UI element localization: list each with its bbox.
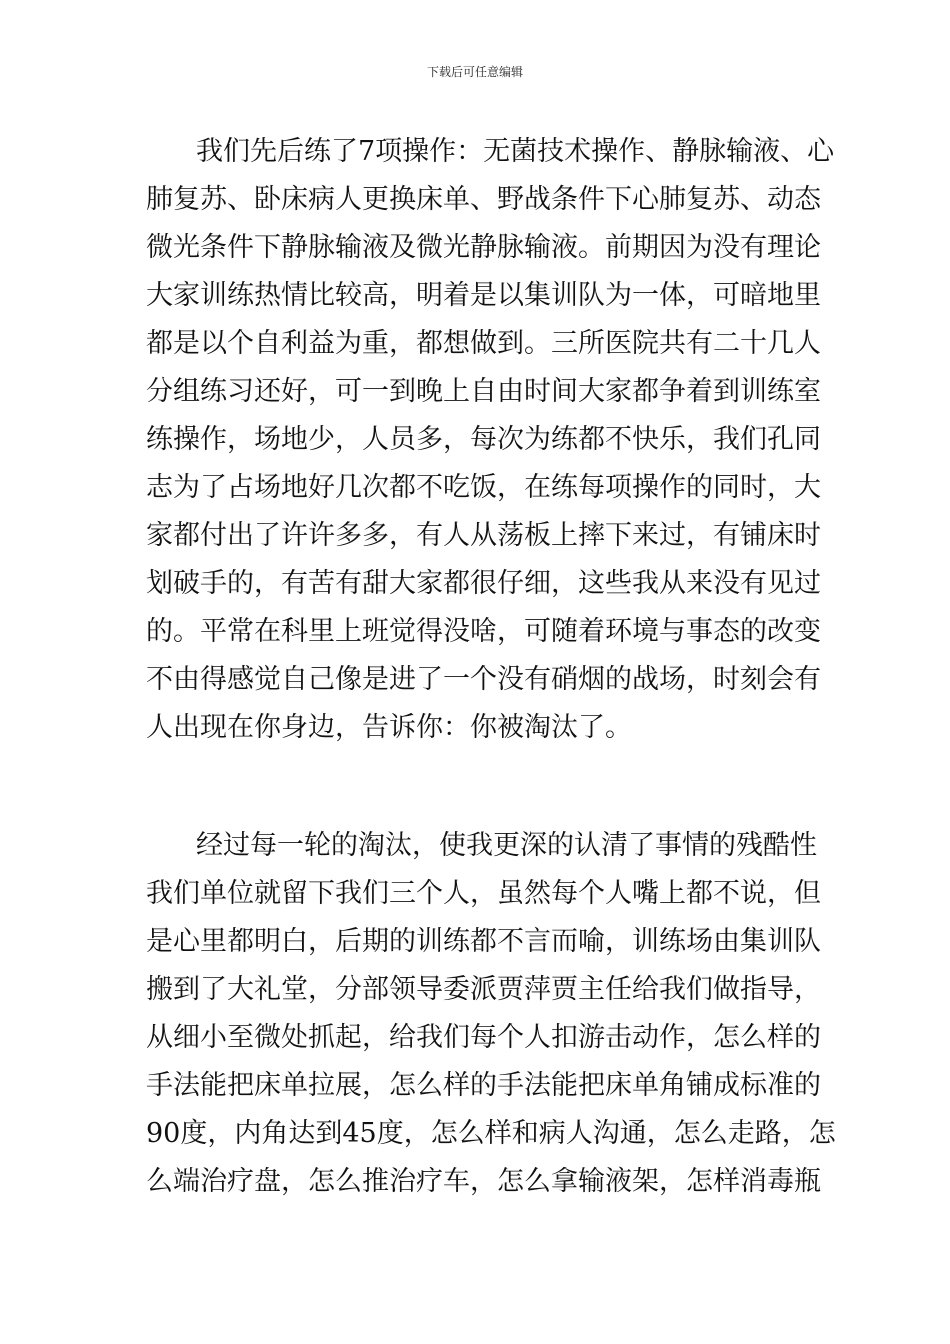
paragraph-line: 人出现在你身边，告诉你：你被淘汰了。 (146, 712, 632, 743)
paragraph-line: 经过每一轮的淘汰，使我更深的认清了事情的残酷性 (196, 830, 817, 861)
paragraph-line: 不由得感觉自己像是进了一个没有硝烟的战场，时刻会有 (146, 664, 821, 695)
page-header: 下载后可任意编辑 (426, 65, 523, 79)
paragraph-line: 都是以个自利益为重，都想做到。三所医院共有二十几人 (146, 328, 821, 359)
paragraph-line: 划破手的，有苦有甜大家都很仔细，这些我从来没有见过 (146, 568, 821, 599)
paragraph-line: 我们先后练了7项操作：无菌技术操作、静脉输液、心 (196, 136, 835, 167)
paragraph-line: 分组练习还好，可一到晚上自由时间大家都争着到训练室 (146, 376, 821, 407)
paragraph-line: 肺复苏、卧床病人更换床单、野战条件下心肺复苏、动态 (146, 184, 821, 215)
paragraph-line: 是心里都明白，后期的训练都不言而喻，训练场由集训队 (146, 926, 821, 957)
paragraph-line: 90度，内角达到45度，怎么样和病人沟通，怎么走路，怎 (146, 1118, 836, 1149)
paragraph-line: 家都付出了许许多多，有人从荡板上摔下来过，有铺床时 (146, 520, 821, 551)
paragraph-line: 手法能把床单拉展，怎么样的手法能把床单角铺成标准的 (146, 1070, 821, 1101)
paragraph-line: 练操作，场地少，人员多，每次为练都不快乐，我们孔同 (146, 424, 821, 455)
paragraph-line: 么端治疗盘，怎么推治疗车，怎么拿输液架，怎样消毒瓶 (146, 1166, 821, 1197)
paragraph-line: 大家训练热情比较高，明着是以集训队为一体，可暗地里 (146, 280, 821, 311)
paragraph-line: 我们单位就留下我们三个人，虽然每个人嘴上都不说，但 (146, 878, 821, 909)
paragraph-line: 搬到了大礼堂，分部领导委派贾萍贾主任给我们做指导， (146, 974, 821, 1005)
paragraph-line: 的。平常在科里上班觉得没啥，可随着环境与事态的改变 (146, 616, 821, 647)
paragraph-line: 志为了占场地好几次都不吃饭，在练每项操作的同时，大 (146, 472, 821, 503)
paragraph-line: 微光条件下静脉输液及微光静脉输液。前期因为没有理论 (146, 232, 821, 263)
paragraph-line: 从细小至微处抓起，给我们每个人扣游击动作，怎么样的 (146, 1022, 821, 1053)
